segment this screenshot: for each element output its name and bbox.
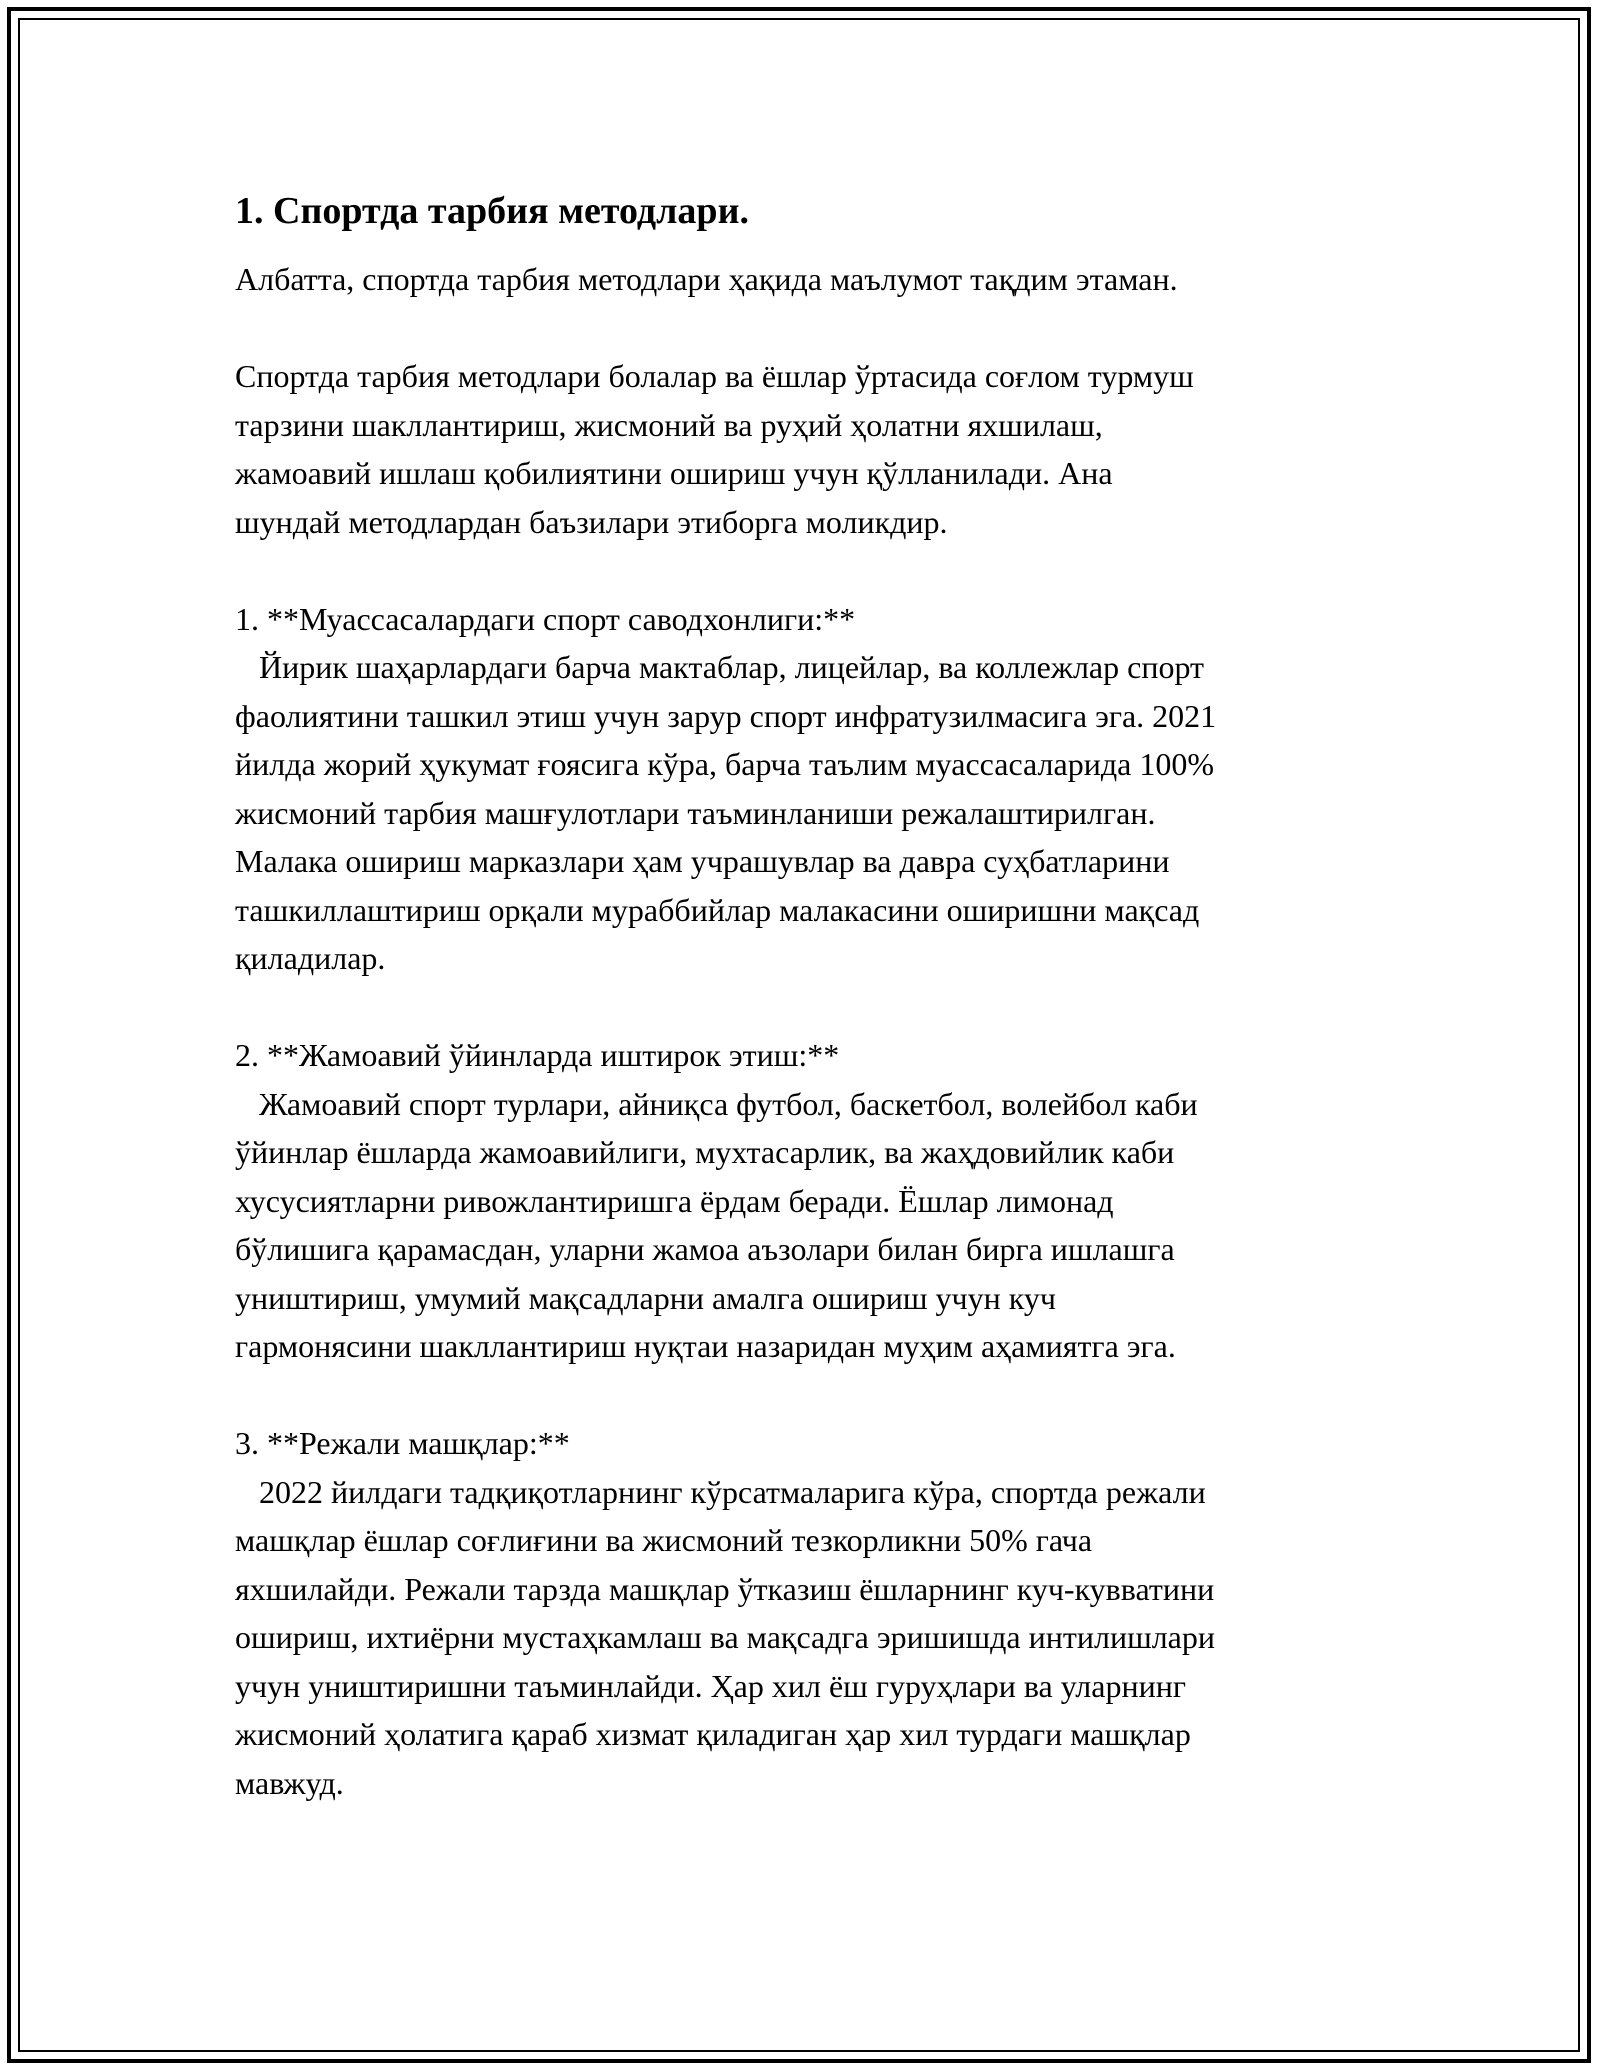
text-line: хусусиятларни ривожлантиришга ёрдам беради. Ёшлар лимонад xyxy=(235,1182,1114,1219)
text-line: ошириш, ихтиёрни мустаҳкамлаш ва мақсадга эришишда интилишлари xyxy=(235,1619,1215,1655)
text-line: 2022 йилдаги тадқиқотларнинг кўрсатмаларига кўра, спортда режали xyxy=(235,1473,1206,1510)
document-title: 1. Спортда тарбия методлари. xyxy=(235,190,749,232)
text-line: Спортда тарбия методлари болалар ва ёшлар ўртасида соғлом турмуш xyxy=(235,358,1194,394)
text-line: Малака ошириш марказлари ҳам учрашувлар ва давра суҳбатларини xyxy=(235,843,1170,879)
method-item-1 xyxy=(235,595,1385,983)
text-line: қиладилар. xyxy=(235,940,386,976)
text-line: жисмоний ҳолатига қараб хизмат қиладиган ҳар хил турдаги машқлар xyxy=(235,1716,1191,1752)
method-heading: 1. **Муассасалардаги спорт саводхонлиги:** xyxy=(235,600,856,637)
text-line: машқлар ёшлар соғлиғини ва жисмоний тезкорликни 50% гача xyxy=(235,1522,1093,1558)
text-line: уништириш, умумий мақсадларни амалга ошириш учун куч xyxy=(235,1279,1056,1316)
method-heading: 3. **Режали машқлар:** xyxy=(235,1425,570,1461)
text-line: Албатта, спортда тарбия методлари ҳақида маълумот тақдим этаман. xyxy=(235,261,1178,297)
text-line: ўйинлар ёшларда жамоавийлиги, мухтасарлик, ва жаҳдовийлик каби xyxy=(235,1134,1175,1170)
text-line: шундай методлардан баъзилари этиборга моликдир. xyxy=(235,503,948,540)
text-line: жамоавий ишлаш қобилиятини ошириш учун қўлланилади. Ана xyxy=(235,455,1113,491)
intro-paragraph xyxy=(235,255,1385,304)
method-heading: 2. **Жамоавий ўйинларда иштирок этиш:** xyxy=(235,1037,840,1073)
document-body xyxy=(235,185,1385,1856)
text-line: йилда жорий ҳукумат ғоясига кўра, барча таълим муассасаларида 100% xyxy=(235,746,1214,782)
text-line: Йирик шаҳарлардаги барча мактаблар, лицейлар, ва коллежлар спорт xyxy=(235,649,1205,685)
text-line: гармонясини шакллантириш нуқтаи назаридан муҳим аҳамиятга эга. xyxy=(235,1328,1176,1364)
text-line: бўлишига қарамасдан, уларни жамоа аъзолари билан бирга ишлашга xyxy=(235,1231,1175,1267)
text-line: яхшилайди. Режали тарзда машқлар ўтказиш ёшларнинг куч-кувватини xyxy=(235,1570,1215,1607)
text-line: фаолиятини ташкил этиш учун зарур спорт инфратузилмасига эга. 2021 xyxy=(235,697,1217,734)
text-line: мавжуд. xyxy=(235,1764,344,1801)
text-line: учун уништиришни таъминлайди. Ҳар хил ёш гуруҳлари ва уларнинг xyxy=(235,1667,1186,1704)
overview-paragraph xyxy=(235,352,1385,546)
text-line: ташкиллаштириш орқали мураббийлар малакасини оширишни мақсад xyxy=(235,891,1200,928)
text-line: жисмоний тарбия машғулотлари таъминланиши режалаштирилган. xyxy=(235,794,1156,831)
text-line: Жамоавий спорт турлари, айниқса футбол, баскетбол, волейбол каби xyxy=(235,1085,1198,1122)
text-line: тарзини шакллантириш, жисмоний ва руҳий ҳолатни яхшилаш, xyxy=(235,406,1103,443)
method-item-3 xyxy=(235,1419,1385,1807)
method-item-2 xyxy=(235,1031,1385,1371)
